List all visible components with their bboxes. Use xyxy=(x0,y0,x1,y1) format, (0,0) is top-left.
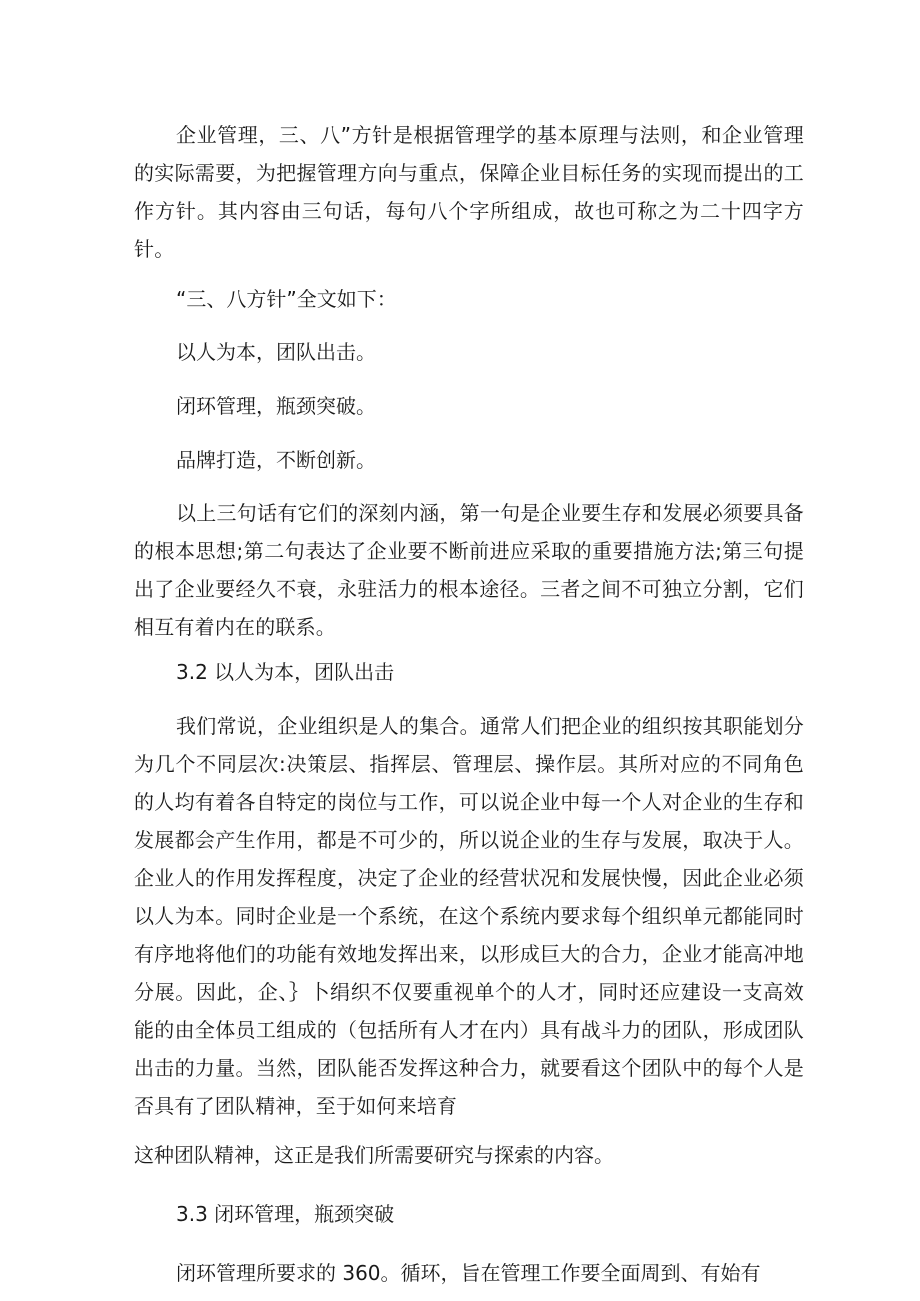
policy-intro-line: “三、八方针”全文如下： xyxy=(176,287,397,311)
policy-item-3: 品牌打造，不断创新。 xyxy=(176,448,376,472)
policy-item-2: 闭环管理，瓶颈突破。 xyxy=(176,394,376,418)
explanation-paragraph: 以上三句话有它们的深刻内涵，第一句是企业要生存和发展必须要具备的根本思想;第二句表达了企业要不断前进应采取的重要措施方法;第三句提出了企业要经久不衰，永驻活力的根本途径。三者之间不可独立分割，它们相互有着内在的联系。 xyxy=(134,501,804,639)
policy-item-1: 以人为本，团队出击。 xyxy=(176,340,376,364)
section-heading-3-3: 3.3 闭环管理，瓶颈突破 xyxy=(176,1202,395,1226)
section-3-3-first-line: 闭环管理所要求的 360。循环，旨在管理工作要全面周到、有始有 xyxy=(176,1261,761,1285)
section-heading-3-2: 3.2 以人为本，团队出击 xyxy=(176,660,395,684)
section-3-2-paragraph: 我们常说，企业组织是人的集合。通常人们把企业的组织按其职能划分为几个不同层次:决策层、指挥层、管理层、操作层。其所对应的不同角色的人均有着各自特定的岗位与工作，可以说企业中每一个人对企业的生存和发展都会产生作用，都是不可少的，所以说企业的生存与发展，取决于人。企业人的作用发挥程度，决定了企业的经营状况和发展快慢，因此企业必须以人为本。同时企业是一个系统，在这个系统内要求每个组织单元都能同时有序地将他们的功能有效地发挥出来，以形成巨大的合力，企业才能高冲地分展。因此，企、｝卜绢织不仅要重视单个的人才，同时还应建设一支高效能的由全体员工组成的（包括所有人才在内）具有战斗力的团队，形成团队出击的力量。当然，团队能否发挥这种合力，就要看这个团队中的每个人是否具有了团队精神，至于如何来培育 xyxy=(134,714,804,1118)
intro-paragraph: 企业管理，三、八”方针是根据管理学的基本原理与法则，和企业管理的实际需要，为把握管理方向与重点，保障企业目标任务的实现而提出的工作方针。其内容由三句话，每句八个字所组成，故也可称之为二十四字方针。 xyxy=(134,123,804,261)
section-3-2-continuation: 这种团队精神，这正是我们所需要研究与探索的内容。 xyxy=(134,1143,614,1167)
